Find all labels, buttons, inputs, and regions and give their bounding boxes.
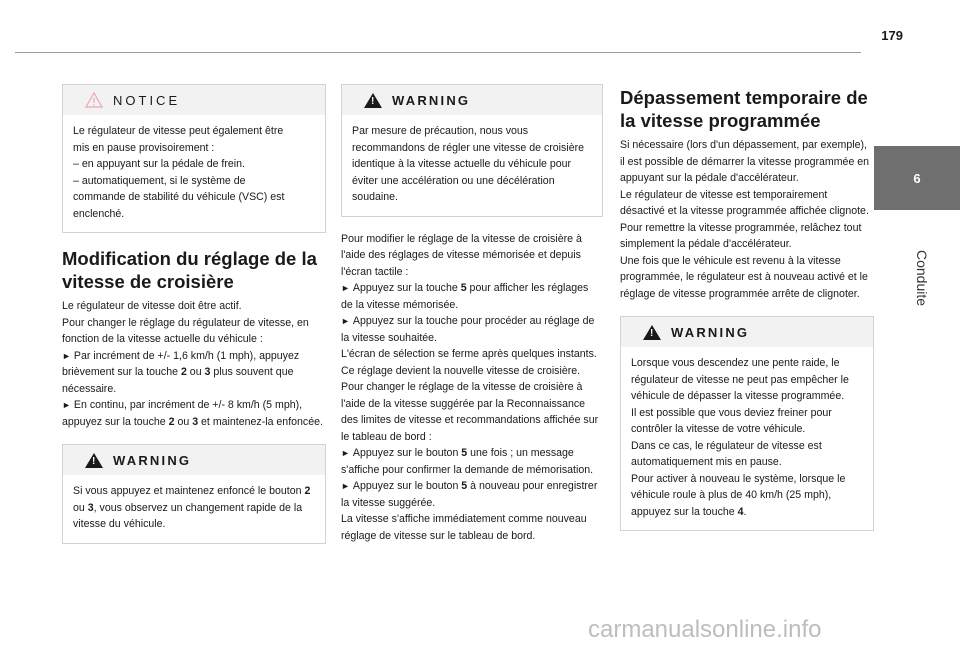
warning-header bbox=[63, 445, 325, 475]
chapter-title: Conduite bbox=[914, 250, 930, 307]
paragraph: Pour remettre la vitesse programmée, relâchez tout simplement la pédale d'accélérateur. bbox=[620, 221, 862, 250]
warning-outline-icon bbox=[85, 92, 103, 108]
column-1 bbox=[62, 84, 326, 558]
paragraph: Si nécessaire (lors d'un dépassement, par exemple), il est possible de démarrer la vitesse programmée en appuyant sur la pédale d'accélérateur. bbox=[620, 139, 870, 184]
notice-line: Le régulateur de vitesse peut également être bbox=[73, 125, 284, 137]
notice-title: NOTICE bbox=[113, 92, 181, 108]
arrow-bullet-icon: ► bbox=[62, 350, 71, 361]
warning-title: WARNING bbox=[671, 324, 750, 340]
arrow-bullet-icon: ► bbox=[341, 316, 350, 326]
warning-title: WARNING bbox=[392, 92, 471, 108]
column-3 bbox=[620, 84, 874, 545]
warning-header bbox=[621, 317, 873, 347]
top-rule bbox=[15, 52, 861, 53]
notice-body bbox=[63, 115, 325, 232]
warning-header bbox=[342, 85, 602, 115]
section-heading: Modification du réglage de la vitesse de croisière bbox=[62, 248, 317, 292]
warning-box bbox=[341, 84, 603, 217]
watermark: carmanualsonline.info bbox=[588, 616, 822, 643]
notice-header bbox=[63, 85, 325, 115]
paragraph: Le régulateur de vitesse doit être actif. bbox=[62, 300, 242, 312]
paragraph: Pour changer le réglage de la vitesse de croisière à l'aide de la vitesse suggérée par la Reconnaissance des limites de vitesse et recommandations affichée sur le tableau de bord : bbox=[341, 381, 599, 443]
bullet-item: ► En continu, par incrément de +/- 8 km/h (5 mph), appuyez sur la touche 2 ou 3 et maintenez-la enfoncée. bbox=[62, 399, 323, 428]
section-text bbox=[620, 137, 874, 302]
notice-line: commande de stabilité du véhicule (VSC) est bbox=[73, 191, 285, 203]
warning-icon bbox=[643, 325, 661, 340]
paragraph: L'écran de sélection se ferme après quelques instants. bbox=[341, 348, 597, 360]
section-heading: Dépassement temporaire de la vitesse programmée bbox=[620, 87, 868, 131]
paragraph: Pour modifier le réglage de la vitesse de croisière à l'aide des réglages de vitesse mémorisée et depuis l'écran tactile : bbox=[341, 232, 582, 278]
section-text bbox=[62, 298, 326, 430]
arrow-bullet-icon: ► bbox=[341, 481, 350, 491]
warning-body: Si vous appuyez et maintenez enfoncé le bouton 2 ou 3, vous observez un changement rapide de la vitesse du véhicule. bbox=[73, 485, 311, 530]
notice-line: – en appuyant sur la pédale de frein. bbox=[73, 158, 245, 170]
bullet-item: ► Par incrément de +/- 1,6 km/h (1 mph), appuyez brièvement sur la touche 2 ou 3 plus souvent que nécessaire. bbox=[62, 349, 300, 395]
page-number: 179 bbox=[881, 28, 903, 43]
notice-line: mis en pause provisoirement : bbox=[73, 141, 215, 154]
bullet-item: ► Appuyez sur le bouton 5 à nouveau pour enregistrer la vitesse suggérée. bbox=[341, 480, 598, 509]
paragraph: Le régulateur de vitesse est temporairement désactivé et la vitesse programmée affichée clignote. bbox=[620, 188, 869, 217]
arrow-bullet-icon: ► bbox=[341, 283, 350, 293]
warning-title: WARNING bbox=[113, 452, 192, 468]
arrow-bullet-icon: ► bbox=[62, 400, 71, 410]
bullet-item: ► Appuyez sur la touche 5 pour afficher les réglages de la vitesse mémorisée. bbox=[341, 282, 589, 311]
notice-line: enclenché. bbox=[73, 207, 125, 220]
bullet-item: ► Appuyez sur la touche pour procéder au réglage de la vitesse souhaitée. bbox=[341, 315, 595, 344]
chapter-number-tab: 6 bbox=[874, 146, 960, 210]
column-2 bbox=[341, 84, 603, 558]
warning-body: Par mesure de précaution, nous vous recommandons de régler une vitesse de croisière identique à la vitesse actuelle du véhicule pour éviter une accélération ou une décélération soudaine. bbox=[352, 125, 585, 203]
warning-box bbox=[620, 316, 874, 531]
bullet-item: ► Appuyez sur le bouton 5 une fois ; un message s'affiche pour confirmer la demande de mémorisation. bbox=[341, 447, 594, 476]
section-text bbox=[341, 231, 603, 545]
warning-box bbox=[62, 444, 326, 544]
warning-body: Lorsque vous descendez une pente raide, le régulateur de vitesse ne peut pas empêcher le véhicule de dépasser la vitesse programmée. Il est possible que vous deviez freiner pour contrôler la vitesse de votre véhicule. Dans ce cas, le régulateur de vitesse est automatiquement mis en pause. Pour activer à nouveau le système, lorsque le véhicule roule à plus de 40 km/h (25 mph), appuyez sur la touche 4. bbox=[631, 357, 849, 518]
notice-line: – automatiquement, si le système de bbox=[73, 174, 246, 187]
paragraph: Pour changer le réglage du régulateur de vitesse, en fonction de la vitesse actuelle du véhicule : bbox=[62, 316, 309, 345]
paragraph: Ce réglage devient la nouvelle vitesse de croisière. bbox=[341, 364, 581, 377]
arrow-bullet-icon: ► bbox=[341, 448, 350, 458]
warning-icon bbox=[85, 453, 103, 468]
paragraph: La vitesse s'affiche immédiatement comme nouveau réglage de vitesse sur le tableau de bord. bbox=[341, 513, 587, 542]
warning-icon bbox=[364, 93, 382, 108]
paragraph: Une fois que le véhicule est revenu à la vitesse programmée, le régulateur est à nouveau activé et le réglage de vitesse programmée arrête de clignoter. bbox=[620, 254, 868, 300]
notice-box bbox=[62, 84, 326, 233]
